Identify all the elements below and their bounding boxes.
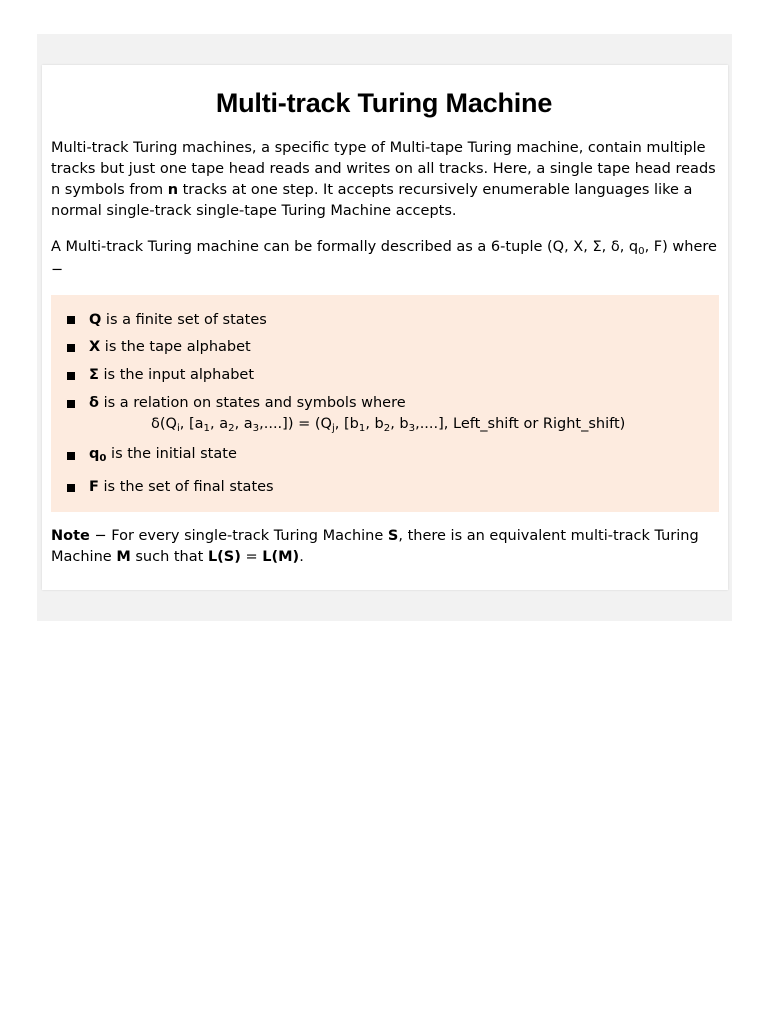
bullet-icon xyxy=(67,344,75,352)
intro-text-2: tracks at one step. It accepts recursively enumerable languages like a normal single-track single-tape Turing Machine accepts. xyxy=(51,182,693,219)
formula-text: δ(Q xyxy=(151,416,177,432)
definition-text: is the tape alphabet xyxy=(100,339,251,355)
formula-text: , [b xyxy=(334,416,359,432)
note-bold: L(S) xyxy=(207,549,241,565)
term-subscript: 0 xyxy=(99,453,107,464)
tuple-subscript: 0 xyxy=(638,246,645,257)
note-bold: L(M) xyxy=(262,549,300,565)
definition-item xyxy=(89,365,254,385)
definition-item xyxy=(89,310,267,330)
tuple-paragraph xyxy=(51,236,721,282)
definition-item xyxy=(89,477,274,497)
formula-subscript: 1 xyxy=(358,423,366,434)
formula-text: , a xyxy=(234,416,253,432)
note-paragraph xyxy=(51,526,721,568)
definition-term: Σ xyxy=(89,367,99,383)
intro-text-1: Multi-track Turing machines, a specific type of Multi-tape Turing machine, contain multiple tracks but just one tape head reads and writes on all tracks. Here, a single tape head reads n symbols from xyxy=(51,140,716,198)
definition-term xyxy=(89,446,106,462)
formula-text: ,....], Left_shift or Right_shift) xyxy=(415,416,626,432)
note-text: such that xyxy=(130,549,208,565)
formula-text: , a xyxy=(210,416,229,432)
term-letter: q xyxy=(89,446,100,462)
formula-subscript: 3 xyxy=(408,423,416,434)
formula-text: , b xyxy=(365,416,384,432)
bullet-icon xyxy=(67,372,75,380)
formula-text: , [a xyxy=(179,416,204,432)
definition-term: F xyxy=(89,479,99,495)
definition-item xyxy=(89,393,406,413)
note-text: − For every single-track Turing Machine xyxy=(89,528,388,544)
note-text: , there is an equivalent multi-track Turing Machine xyxy=(51,528,699,565)
definition-term: X xyxy=(89,339,101,355)
definition-item xyxy=(89,337,251,357)
note-label: Note xyxy=(51,528,90,544)
definition-term: δ xyxy=(89,395,99,411)
note-bold: S xyxy=(387,528,399,544)
formula-subscript: 2 xyxy=(228,423,235,434)
intro-paragraph xyxy=(51,138,721,222)
note-text: = xyxy=(240,549,263,565)
formula-subscript: j xyxy=(331,423,335,434)
page-title: Multi-track Turing Machine xyxy=(215,88,553,118)
bullet-icon xyxy=(67,316,75,324)
bullet-icon xyxy=(67,452,75,460)
definition-text: is a finite set of states xyxy=(101,312,267,328)
definition-text: is the set of final states xyxy=(98,479,274,495)
definition-item xyxy=(89,444,237,464)
definition-text: is the initial state xyxy=(106,446,237,462)
formula-subscript: i xyxy=(176,423,180,434)
bullet-icon xyxy=(67,484,75,492)
intro-bold-n: n xyxy=(167,182,179,198)
formula-subscript: 3 xyxy=(252,423,260,434)
definition-term: Q xyxy=(89,312,102,328)
tuple-text-1: A Multi-track Turing machine can be formally described as a 6-tuple (Q, X, Σ, δ, q xyxy=(51,239,639,255)
definition-text: is the input alphabet xyxy=(98,367,255,383)
formula-subscript: 1 xyxy=(203,423,210,434)
formula-subscript: 2 xyxy=(383,423,391,434)
tuple-text-2: , F) where − xyxy=(51,239,717,278)
bullet-icon xyxy=(67,400,75,408)
note-bold: M xyxy=(116,549,131,565)
formula-text: ,....]) = (Q xyxy=(259,416,332,432)
formula-text: , b xyxy=(390,416,409,432)
note-text: . xyxy=(299,549,304,565)
transition-formula xyxy=(151,414,625,434)
definition-text: is a relation on states and symbols where xyxy=(98,395,406,411)
